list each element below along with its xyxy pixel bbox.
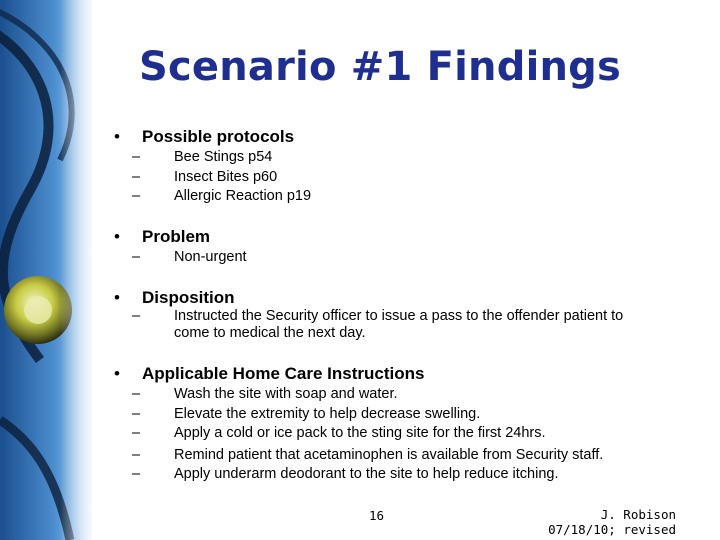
author-name: J. Robison bbox=[600, 507, 676, 522]
section-items-home-care bbox=[132, 385, 653, 484]
list-item bbox=[132, 424, 653, 444]
bullet-marker: • bbox=[114, 288, 120, 307]
stethoscope-side-image bbox=[0, 0, 92, 540]
list-item bbox=[132, 248, 247, 268]
list-item bbox=[132, 405, 653, 425]
dash-marker: – bbox=[132, 425, 141, 441]
list-item bbox=[132, 187, 312, 207]
dash-marker: – bbox=[132, 249, 141, 265]
section-items-protocols bbox=[132, 148, 312, 207]
section-heading-home-care bbox=[114, 364, 424, 384]
list-item-text: Wash the site with soap and water. bbox=[174, 386, 398, 402]
list-item bbox=[132, 385, 653, 405]
list-item-text: Allergic Reaction p19 bbox=[174, 188, 312, 204]
section-items-disposition bbox=[132, 308, 643, 342]
section-heading-text: Problem bbox=[142, 227, 211, 246]
bullet-marker: • bbox=[114, 227, 120, 246]
dash-marker: – bbox=[132, 405, 141, 422]
dash-marker: – bbox=[132, 168, 141, 185]
list-item bbox=[132, 446, 653, 463]
list-item-text: Non-urgent bbox=[174, 249, 247, 265]
list-item-text: Apply a cold or ice pack to the sting site for the first 24hrs. bbox=[174, 425, 546, 441]
list-item-text: Bee Stings p54 bbox=[174, 149, 273, 165]
bullet-marker: • bbox=[114, 364, 120, 383]
slide-title: Scenario #1 Findings bbox=[138, 44, 621, 90]
list-item bbox=[132, 308, 643, 342]
list-item-text: Instructed the Security officer to issue a pass to the offender patient to come to medical the next day. bbox=[174, 308, 624, 341]
section-heading-protocols bbox=[114, 127, 294, 147]
section-heading-text: Disposition bbox=[142, 288, 235, 307]
dash-marker: – bbox=[132, 308, 141, 324]
list-item bbox=[132, 168, 311, 188]
section-heading-problem bbox=[114, 227, 210, 247]
list-item bbox=[132, 465, 653, 485]
dash-marker: – bbox=[132, 149, 141, 165]
dash-marker: – bbox=[132, 188, 141, 204]
section-heading-text: Applicable Home Care Instructions bbox=[142, 364, 425, 383]
section-heading-disposition bbox=[114, 288, 235, 308]
dash-marker: – bbox=[132, 465, 141, 482]
list-item-text: Remind patient that acetaminophen is available from Security staff. bbox=[174, 446, 604, 463]
list-item-text: Elevate the extremity to help decrease swelling. bbox=[174, 405, 481, 422]
section-items-problem bbox=[132, 248, 247, 268]
dash-marker: – bbox=[132, 386, 141, 402]
bullet-marker: • bbox=[114, 127, 120, 146]
list-item-text: Apply underarm deodorant to the site to help reduce itching. bbox=[174, 465, 559, 482]
list-item bbox=[132, 148, 311, 168]
page-number: 16 bbox=[369, 508, 385, 523]
revision-date: 07/18/10; revised bbox=[548, 522, 676, 537]
footer-author-block bbox=[548, 507, 676, 537]
section-heading-text: Possible protocols bbox=[142, 127, 295, 146]
list-item-text: Insect Bites p60 bbox=[174, 168, 278, 185]
dash-marker: – bbox=[132, 446, 141, 463]
